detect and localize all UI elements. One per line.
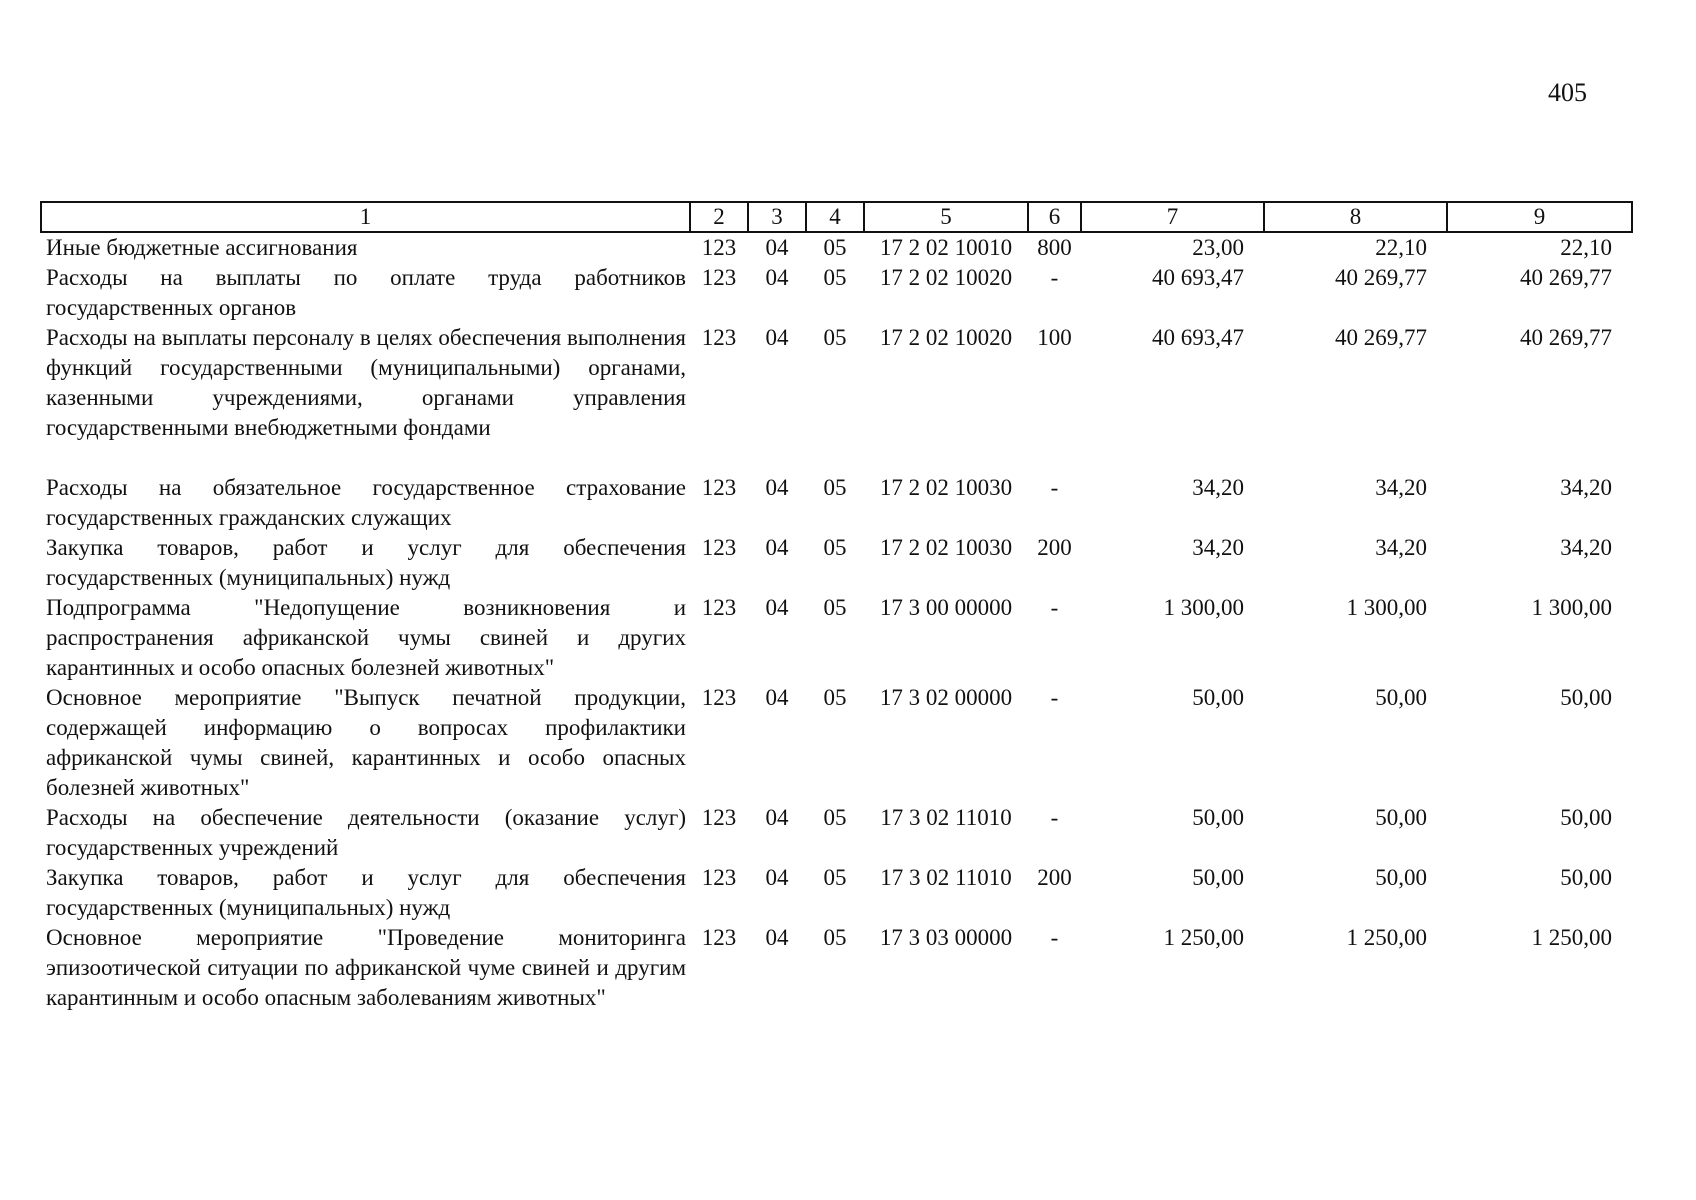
header-col-9: 9 (1447, 202, 1632, 232)
row-value-7: 34,20 (1192, 535, 1244, 560)
row-code-target: 17 3 03 00000 (879, 925, 1013, 950)
row-value-8: 40 269,77 (1335, 265, 1427, 290)
row-value-7: 40 693,47 (1152, 265, 1244, 290)
row-code-subsection: 05 (823, 325, 847, 350)
row-code-subsection: 05 (823, 925, 847, 950)
row-description: Расходы на выплаты по оплате труда работников государственных органов (46, 265, 686, 320)
row-code-ministry: 123 (701, 325, 737, 350)
row-code-expense-type: - (1050, 595, 1059, 620)
header-col-7: 7 (1081, 202, 1264, 232)
table-row (41, 473, 1632, 533)
row-code-section: 04 (765, 865, 789, 890)
row-code-target: 17 3 02 00000 (879, 685, 1013, 710)
row-code-target: 17 2 02 10020 (879, 265, 1013, 290)
row-value-9: 1 300,00 (1531, 595, 1612, 620)
row-code-expense-type: 100 (1037, 325, 1072, 350)
row-code-ministry: 123 (701, 595, 737, 620)
row-code-subsection: 05 (823, 805, 847, 830)
row-code-expense-type: - (1050, 925, 1059, 950)
table-row (41, 923, 1632, 1013)
row-code-section: 04 (765, 925, 789, 950)
row-code-section: 04 (765, 685, 789, 710)
row-value-8: 22,10 (1375, 235, 1427, 260)
row-code-section: 04 (765, 265, 789, 290)
row-code-expense-type: 200 (1037, 865, 1072, 890)
row-code-target: 17 3 00 00000 (879, 595, 1013, 620)
row-value-8: 50,00 (1375, 805, 1427, 830)
row-code-ministry: 123 (701, 265, 737, 290)
row-description: Расходы на обязательное государственное страхование государственных гражданских служащих (46, 475, 686, 530)
row-value-7: 23,00 (1192, 235, 1244, 260)
row-code-expense-type: - (1050, 265, 1059, 290)
row-code-section: 04 (765, 235, 789, 260)
row-description: Основное мероприятие "Выпуск печатной продукции, содержащей информацию о вопросах профилактики африканской чумы свиней, карантинных и особо опасных болезней животных" (46, 685, 686, 800)
row-code-section: 04 (765, 325, 789, 350)
row-description: Иные бюджетные ассигнования (46, 235, 358, 260)
row-code-expense-type: 800 (1037, 235, 1072, 260)
row-value-9: 34,20 (1560, 475, 1612, 500)
row-code-target: 17 2 02 10030 (879, 475, 1013, 500)
row-value-7: 50,00 (1192, 685, 1244, 710)
row-code-subsection: 05 (823, 265, 847, 290)
row-value-9: 50,00 (1560, 865, 1612, 890)
row-value-8: 50,00 (1375, 685, 1427, 710)
row-code-ministry: 123 (701, 535, 737, 560)
table-row (41, 263, 1632, 323)
row-value-8: 34,20 (1375, 475, 1427, 500)
budget-table-container (40, 201, 1631, 1013)
row-code-target: 17 2 02 10030 (879, 535, 1013, 560)
row-code-section: 04 (765, 535, 789, 560)
row-code-section: 04 (765, 595, 789, 620)
row-value-7: 1 300,00 (1163, 595, 1244, 620)
row-code-subsection: 05 (823, 475, 847, 500)
row-code-subsection: 05 (823, 685, 847, 710)
header-col-4: 4 (806, 202, 864, 232)
row-code-ministry: 123 (701, 805, 737, 830)
header-col-8: 8 (1264, 202, 1447, 232)
row-value-8: 1 300,00 (1346, 595, 1427, 620)
row-description: Расходы на выплаты персоналу в целях обеспечения выполнения функций государственными (муниципальными) органами, казенными учреждениями, органами управления государственными внебюджетными фондами (46, 325, 686, 440)
header-col-5: 5 (864, 202, 1028, 232)
row-value-7: 34,20 (1192, 475, 1244, 500)
header-col-2: 2 (690, 202, 748, 232)
row-description: Закупка товаров, работ и услуг для обеспечения государственных (муниципальных) нужд (46, 535, 686, 590)
row-code-section: 04 (765, 475, 789, 500)
row-code-ministry: 123 (701, 685, 737, 710)
row-value-7: 50,00 (1192, 865, 1244, 890)
budget-table (40, 201, 1633, 1013)
row-code-ministry: 123 (701, 925, 737, 950)
row-code-subsection: 05 (823, 235, 847, 260)
header-col-3: 3 (748, 202, 806, 232)
row-code-ministry: 123 (701, 235, 737, 260)
row-value-9: 50,00 (1560, 805, 1612, 830)
row-value-8: 50,00 (1375, 865, 1427, 890)
row-description: Расходы на обеспечение деятельности (оказание услуг) государственных учреждений (46, 805, 686, 860)
table-row (41, 683, 1632, 803)
row-code-ministry: 123 (701, 475, 737, 500)
row-value-9: 40 269,77 (1520, 325, 1612, 350)
row-code-target: 17 2 02 10020 (879, 325, 1013, 350)
row-value-8: 1 250,00 (1346, 925, 1427, 950)
row-description: Подпрограмма "Недопущение возникновения и распространения африканской чумы свиней и других карантинных и особо опасных болезней животных" (46, 595, 686, 680)
page-number: 405 (1548, 78, 1587, 107)
header-row (41, 202, 1632, 232)
row-value-7: 1 250,00 (1163, 925, 1244, 950)
table-row (41, 533, 1632, 593)
row-code-ministry: 123 (701, 865, 737, 890)
row-value-9: 1 250,00 (1531, 925, 1612, 950)
row-code-subsection: 05 (823, 865, 847, 890)
row-code-expense-type: - (1050, 475, 1059, 500)
row-value-7: 50,00 (1192, 805, 1244, 830)
row-value-9: 40 269,77 (1520, 265, 1612, 290)
row-code-subsection: 05 (823, 535, 847, 560)
row-code-target: 17 3 02 11010 (880, 865, 1012, 890)
row-value-9: 22,10 (1560, 235, 1612, 260)
row-description: Основное мероприятие "Проведение мониторинга эпизоотической ситуации по африканской чуме свиней и другим карантинным и особо опасным заболеваниям животных" (46, 925, 686, 1010)
table-row (41, 803, 1632, 863)
table-row (41, 593, 1632, 683)
table-row (41, 863, 1632, 923)
row-value-9: 34,20 (1560, 535, 1612, 560)
row-value-8: 40 269,77 (1335, 325, 1427, 350)
row-code-target: 17 3 02 11010 (880, 805, 1012, 830)
row-value-7: 40 693,47 (1152, 325, 1244, 350)
row-value-8: 34,20 (1375, 535, 1427, 560)
row-code-expense-type: - (1050, 805, 1059, 830)
row-code-expense-type: - (1050, 685, 1059, 710)
table-row (41, 323, 1632, 473)
table-row (41, 232, 1632, 263)
row-code-target: 17 2 02 10010 (879, 235, 1013, 260)
header-col-6: 6 (1028, 202, 1081, 232)
row-value-9: 50,00 (1560, 685, 1612, 710)
header-col-1: 1 (41, 202, 690, 232)
row-description: Закупка товаров, работ и услуг для обеспечения государственных (муниципальных) нужд (46, 865, 686, 920)
row-code-subsection: 05 (823, 595, 847, 620)
row-code-section: 04 (765, 805, 789, 830)
row-code-expense-type: 200 (1037, 535, 1072, 560)
